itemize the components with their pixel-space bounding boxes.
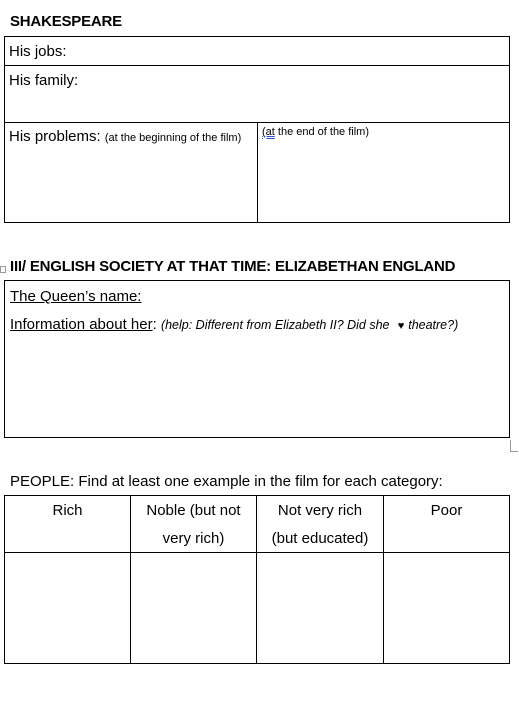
queen-help-text: (help: Different from Elizabeth II? Did she — [160, 318, 390, 332]
society-heading: III/ ENGLISH SOCIETY AT THAT TIME: ELIZABETHAN ENGLAND — [10, 258, 456, 275]
queen-info-line[interactable] — [10, 316, 458, 333]
column-header-line: (but educated) — [271, 530, 369, 547]
problems-label: His problems: — [9, 128, 101, 145]
cell-noble[interactable] — [131, 553, 256, 663]
column-header-poor — [384, 497, 509, 525]
problems-note-end: the end of the film) — [274, 126, 370, 138]
people-heading-rest: : Find at least one example in the film for each category: — [70, 473, 443, 490]
shakespeare-heading: SHAKESPEARE — [10, 13, 122, 30]
jobs-field[interactable] — [9, 43, 67, 60]
corner-marker-icon — [510, 440, 518, 452]
cell-not-very-rich[interactable] — [257, 553, 383, 663]
problems-end-cell[interactable] — [262, 126, 369, 138]
cell-poor[interactable] — [384, 553, 509, 663]
heart-icon: ♥ — [397, 320, 405, 332]
queen-info-label: Information about her — [10, 316, 153, 333]
column-header-rich — [5, 497, 130, 525]
problems-note-start: (at the beginning of the film) — [104, 132, 242, 144]
people-heading — [10, 473, 443, 490]
queen-box — [4, 280, 510, 438]
shakespeare-table — [4, 36, 510, 223]
family-label: His family: — [9, 72, 79, 89]
column-header-line: Rich — [52, 502, 83, 519]
people-heading-bold: PEOPLE — [10, 473, 71, 490]
divider — [257, 122, 258, 222]
problems-start-cell[interactable] — [9, 128, 241, 145]
column-header-line: Noble (but not — [146, 502, 241, 519]
column-header-not-very-rich — [257, 497, 383, 553]
column-header-line: very rich) — [162, 530, 225, 547]
column-header-noble — [131, 497, 256, 553]
column-header-line: Poor — [430, 502, 463, 519]
jobs-label: His jobs: — [9, 43, 67, 60]
queen-info-colon: : — [152, 316, 157, 333]
queen-help-text-end: theatre?) — [408, 318, 459, 332]
family-field[interactable] — [9, 72, 78, 89]
people-table — [4, 495, 510, 664]
divider — [5, 65, 509, 66]
cell-rich[interactable] — [5, 553, 130, 663]
paragraph-anchor-icon — [0, 266, 6, 273]
problems-note-end-prefix: (at — [262, 126, 275, 138]
column-header-line: Not very rich — [277, 502, 363, 519]
queen-name-label: The Queen’s name: — [10, 288, 142, 305]
